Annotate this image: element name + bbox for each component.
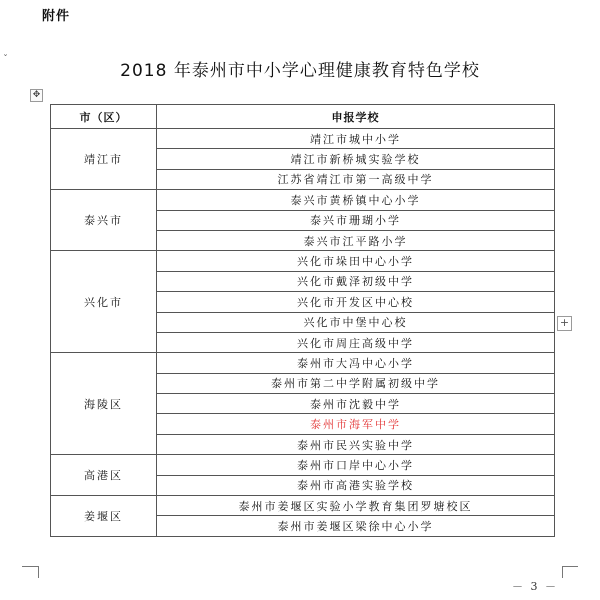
table-header-row <box>51 105 555 129</box>
region-cell: 姜堰区 <box>51 496 157 537</box>
school-cell: 泰州市沈毅中学 <box>157 394 555 414</box>
school-cell: 泰兴市珊瑚小学 <box>157 210 555 230</box>
region-cell: 高港区 <box>51 455 157 496</box>
school-cell: 靖江市新桥城实验学校 <box>157 149 555 169</box>
attachment-label: 附件 <box>42 9 71 24</box>
school-cell: 兴化市开发区中心校 <box>157 292 555 312</box>
caret-icon: ˇ <box>3 54 8 65</box>
school-cell: 泰州市高港实验学校 <box>157 475 555 495</box>
region-cell: 兴化市 <box>51 251 157 353</box>
school-cell: 泰州市海军中学 <box>157 414 555 434</box>
table-row <box>51 129 555 149</box>
region-cell: 泰兴市 <box>51 190 157 251</box>
header-school: 申报学校 <box>157 105 555 129</box>
school-cell: 江苏省靖江市第一高级中学 <box>157 169 555 189</box>
school-cell: 泰州市大冯中心小学 <box>157 353 555 373</box>
margin-mark <box>562 566 578 567</box>
school-cell: 靖江市城中小学 <box>157 129 555 149</box>
school-cell: 兴化市中堡中心校 <box>157 312 555 332</box>
margin-mark <box>562 566 579 578</box>
region-cell: 靖江市 <box>51 129 157 190</box>
move-handle-icon[interactable]: ✥ <box>30 89 43 102</box>
region-cell: 海陵区 <box>51 353 157 455</box>
school-cell: 兴化市周庄高级中学 <box>157 332 555 352</box>
school-cell: 兴化市垛田中心小学 <box>157 251 555 271</box>
school-cell: 泰兴市黄桥镇中心小学 <box>157 190 555 210</box>
school-cell: 泰州市姜堰区实验小学教育集团罗塘校区 <box>157 496 555 516</box>
page-number: － 3 － <box>512 580 558 593</box>
school-cell: 泰州市姜堰区梁徐中心小学 <box>157 516 555 536</box>
header-region: 市（区） <box>51 105 157 129</box>
table-row <box>51 353 555 373</box>
add-row-icon[interactable]: + <box>557 316 572 331</box>
table-row <box>51 251 555 271</box>
table-row <box>51 190 555 210</box>
school-cell: 泰州市第二中学附属初级中学 <box>157 373 555 393</box>
schools-table <box>50 104 555 537</box>
table-row <box>51 455 555 475</box>
margin-mark <box>22 566 38 567</box>
table-row <box>51 496 555 516</box>
school-cell: 泰兴市江平路小学 <box>157 230 555 250</box>
school-cell: 泰州市口岸中心小学 <box>157 455 555 475</box>
margin-mark <box>22 566 39 578</box>
school-cell: 兴化市戴泽初级中学 <box>157 271 555 291</box>
page-title: 2018 年泰州市中小学心理健康教育特色学校 <box>120 61 480 81</box>
school-cell: 泰州市民兴实验中学 <box>157 434 555 454</box>
